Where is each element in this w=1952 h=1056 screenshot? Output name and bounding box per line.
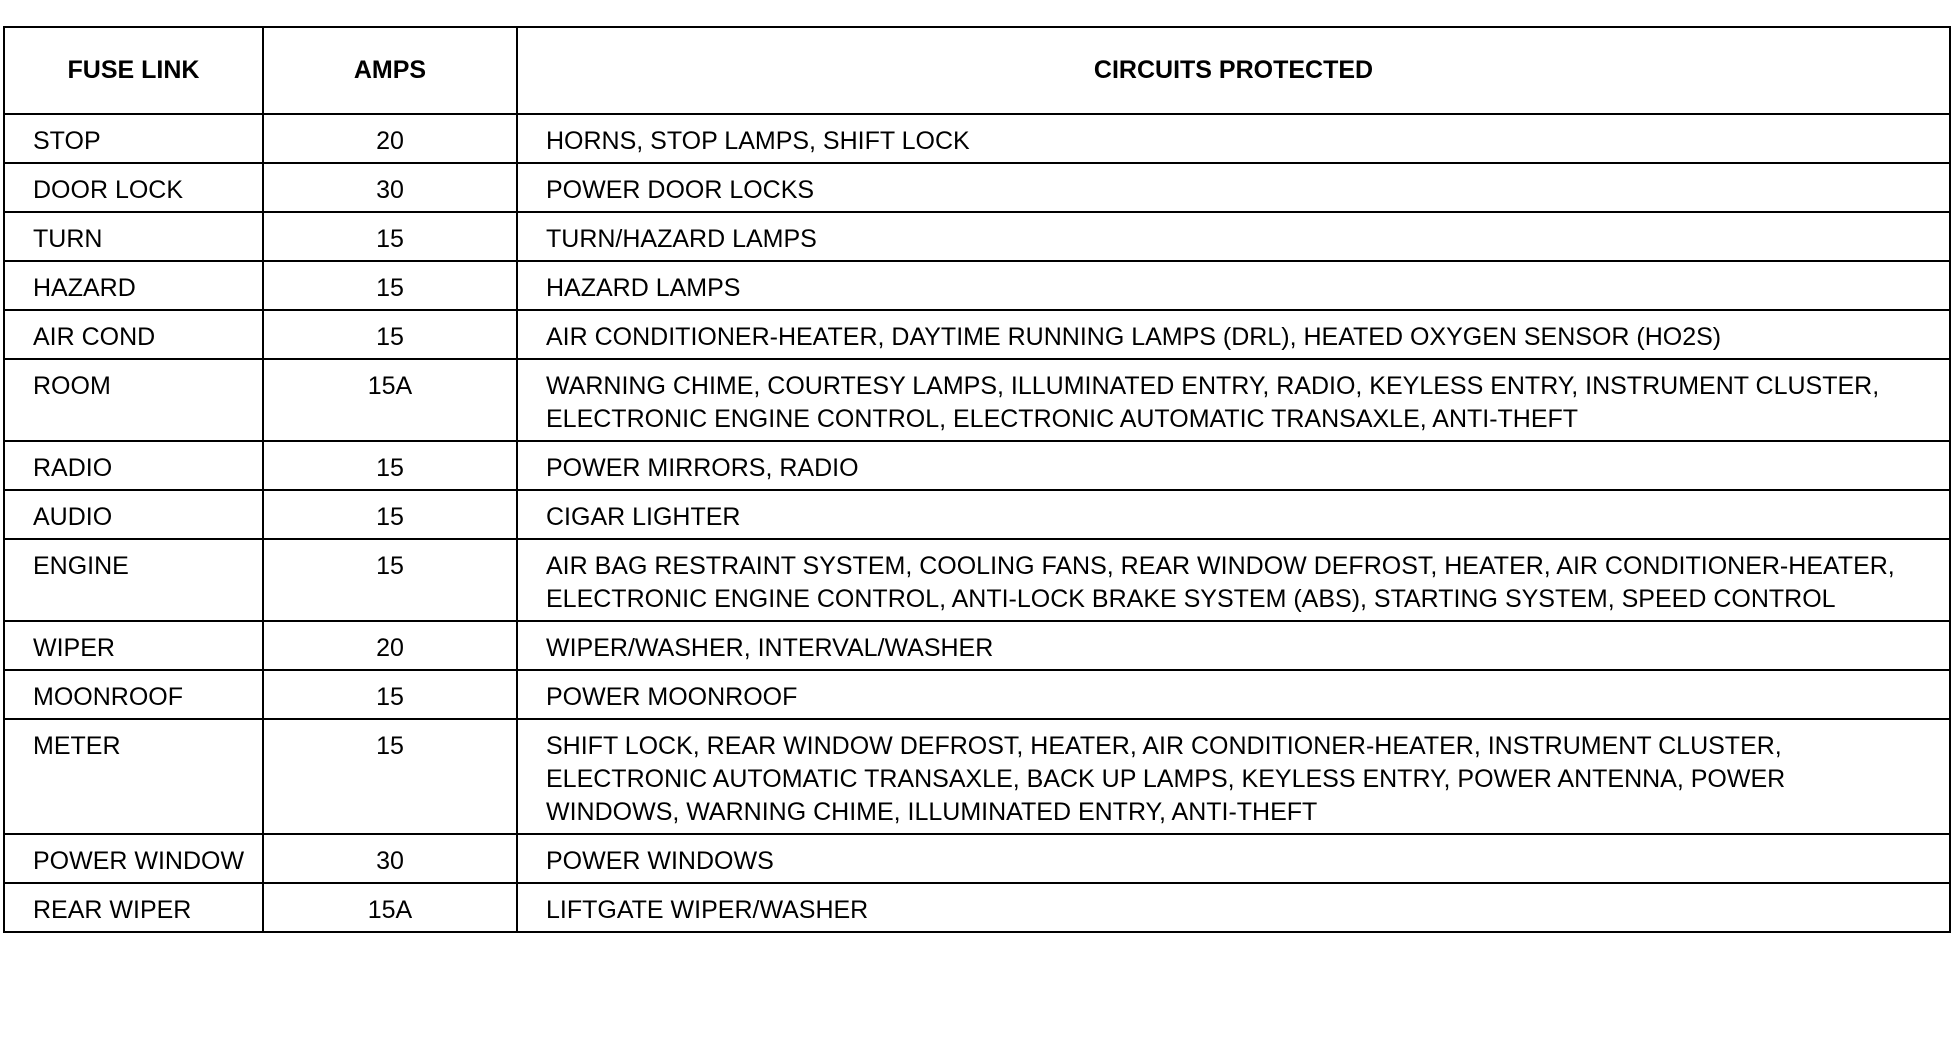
amps-cell: 15 xyxy=(263,212,517,261)
fuse-name-cell: ENGINE xyxy=(4,539,263,621)
fuse-link-table xyxy=(3,26,1951,933)
circuits-cell: AIR CONDITIONER-HEATER, DAYTIME RUNNING LAMPS (DRL), HEATED OXYGEN SENSOR (HO2S) xyxy=(517,310,1950,359)
amps-cell: 20 xyxy=(263,621,517,670)
circuits-cell: SHIFT LOCK, REAR WINDOW DEFROST, HEATER, AIR CONDITIONER-HEATER, INSTRUMENT CLUSTER, ELECTRONIC AUTOMATIC TRANSAXLE, BACK UP LAMPS, KEYLESS ENTRY, POWER ANTENNA, POWER WINDOWS, WARNING CHIME, ILLUMINATED ENTRY, ANTI-THEFT xyxy=(517,719,1950,834)
header-row xyxy=(4,27,1950,114)
table-body xyxy=(4,114,1950,932)
header-circuits-protected: CIRCUITS PROTECTED xyxy=(517,27,1950,114)
circuits-cell: CIGAR LIGHTER xyxy=(517,490,1950,539)
table-row xyxy=(4,670,1950,719)
table-row xyxy=(4,359,1950,441)
amps-cell: 30 xyxy=(263,163,517,212)
fuse-name-cell: AIR COND xyxy=(4,310,263,359)
table-row xyxy=(4,834,1950,883)
table-row xyxy=(4,212,1950,261)
fuse-name-cell: ROOM xyxy=(4,359,263,441)
amps-cell: 15 xyxy=(263,490,517,539)
table-row xyxy=(4,621,1950,670)
fuse-name-cell: STOP xyxy=(4,114,263,163)
amps-cell: 15 xyxy=(263,719,517,834)
amps-cell: 15 xyxy=(263,670,517,719)
amps-cell: 15 xyxy=(263,441,517,490)
fuse-name-cell: POWER WINDOW xyxy=(4,834,263,883)
circuits-cell: POWER DOOR LOCKS xyxy=(517,163,1950,212)
circuits-cell: HAZARD LAMPS xyxy=(517,261,1950,310)
table-row xyxy=(4,539,1950,621)
fuse-name-cell: RADIO xyxy=(4,441,263,490)
amps-cell: 30 xyxy=(263,834,517,883)
amps-cell: 15 xyxy=(263,310,517,359)
fuse-name-cell: TURN xyxy=(4,212,263,261)
circuits-cell: WARNING CHIME, COURTESY LAMPS, ILLUMINATED ENTRY, RADIO, KEYLESS ENTRY, INSTRUMENT CLUSTER, ELECTRONIC ENGINE CONTROL, ELECTRONIC AUTOMATIC TRANSAXLE, ANTI-THEFT xyxy=(517,359,1950,441)
circuits-cell: HORNS, STOP LAMPS, SHIFT LOCK xyxy=(517,114,1950,163)
circuits-cell: LIFTGATE WIPER/WASHER xyxy=(517,883,1950,932)
header-amps: AMPS xyxy=(263,27,517,114)
amps-cell: 15 xyxy=(263,261,517,310)
circuits-cell: AIR BAG RESTRAINT SYSTEM, COOLING FANS, REAR WINDOW DEFROST, HEATER, AIR CONDITIONER-HEATER, ELECTRONIC ENGINE CONTROL, ANTI-LOCK BRAKE SYSTEM (ABS), STARTING SYSTEM, SPEED CONTROL xyxy=(517,539,1950,621)
table-row xyxy=(4,883,1950,932)
amps-cell: 20 xyxy=(263,114,517,163)
fuse-name-cell: REAR WIPER xyxy=(4,883,263,932)
fuse-name-cell: MOONROOF xyxy=(4,670,263,719)
circuits-cell: POWER MIRRORS, RADIO xyxy=(517,441,1950,490)
fuse-name-cell: METER xyxy=(4,719,263,834)
fuse-name-cell: DOOR LOCK xyxy=(4,163,263,212)
fuse-name-cell: WIPER xyxy=(4,621,263,670)
table-row xyxy=(4,310,1950,359)
fuse-name-cell: AUDIO xyxy=(4,490,263,539)
circuits-cell: TURN/HAZARD LAMPS xyxy=(517,212,1950,261)
table-row xyxy=(4,490,1950,539)
table-row xyxy=(4,114,1950,163)
table-row xyxy=(4,719,1950,834)
amps-cell: 15A xyxy=(263,883,517,932)
header-fuse-link: FUSE LINK xyxy=(4,27,263,114)
amps-cell: 15 xyxy=(263,539,517,621)
table-row xyxy=(4,441,1950,490)
table-row xyxy=(4,261,1950,310)
table-header xyxy=(4,27,1950,114)
fuse-name-cell: HAZARD xyxy=(4,261,263,310)
circuits-cell: POWER MOONROOF xyxy=(517,670,1950,719)
table-row xyxy=(4,163,1950,212)
amps-cell: 15A xyxy=(263,359,517,441)
circuits-cell: WIPER/WASHER, INTERVAL/WASHER xyxy=(517,621,1950,670)
circuits-cell: POWER WINDOWS xyxy=(517,834,1950,883)
